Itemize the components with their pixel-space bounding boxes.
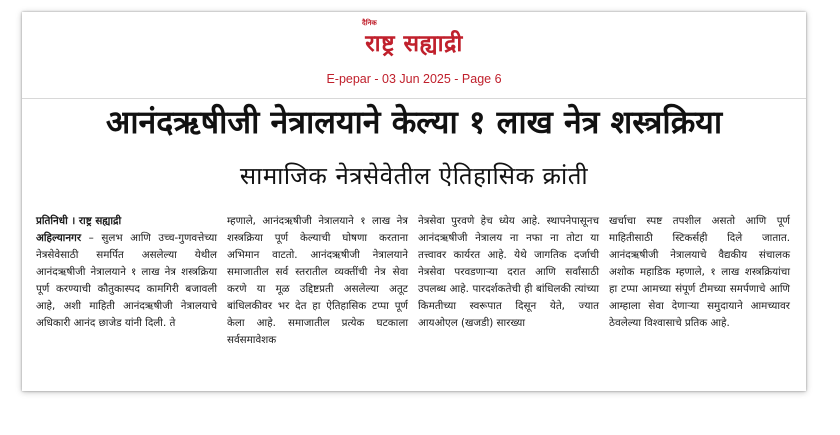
column-text: खर्चाचा स्पष्ट तपशील असतो आणि पूर्ण माहितीसाठी स्टिकर्सही दिले जातात. आनंदऋषीजी नेत्रालयाचे वैद्यकीय संचालक अशोक महाडिक म्हणाले, १ लाख शस्त्रक्रियांचा हा टप्पा आमच्या संपूर्ण टीमच्या समर्पणाचे आणि आम्हाला सेवा देणाऱ्या समुदायाने आमच्यावर ठेवलेल्या विश्वासाचे प्रतिक आहे. — [609, 215, 790, 329]
column-text: नेत्रसेवा पुरवणे हेच ध्येय आहे. स्थापनेपासूनच आनंदऋषीजी नेत्रालय ना नफा ना तोटा या तत्त्वावर कार्यरत आहे. येथे जागतिक दर्जाची नेत्रसेवा परवडणाऱ्या दरात आणि सर्वांसाठी उपलब्ध आहे. पारदर्शकतेची ही बांधिलकी त्यांच्या किमतीच्या स्वरूपात दिसून येते, ज्यात आयओएल (खजडी) सारख्या — [418, 215, 599, 329]
byline: प्रतिनिधी । राष्ट्र सह्याद्री — [36, 215, 122, 227]
newspaper-clipping — [22, 12, 806, 391]
article-column-3 — [418, 213, 599, 349]
headline: आनंदऋषीजी नेत्रालयाने केल्या १ लाख नेत्र शस्त्रक्रिया — [105, 103, 723, 141]
subheadline: सामाजिक नेत्रसेवेतील ऐतिहासिक क्रांती — [239, 162, 589, 190]
column-text: – सुलभ आणि उच्च-गुणवत्तेच्या नेत्रसेवेसाठी समर्पित असलेल्या येथील आनंदऋषीजी नेत्रालयाने १ लाख नेत्र शस्त्रक्रिया पूर्ण करण्याची कौतुकास्पद कामगिरी बजावली आहे, अशी माहिती आनंदऋषीजी नेत्रालयाचे अधिकारी आनंद छाजेड यांनी दिली. ते — [36, 232, 217, 329]
column-text: म्हणाले, आनंदऋषीजी नेत्रालयाने १ लाख नेत्र शस्त्रक्रिया पूर्ण केल्याची घोषणा करताना अभिमान वाटतो. आनंदऋषीजी नेत्रालयाने समाजातील सर्व स्तरातील व्यक्तींची नेत्र सेवा करणे या मूळ उद्दिष्टप्रती असलेल्या अतूट बांधिलकीवर भर देत हा ऐतिहासिक टप्पा पूर्ण केला आहे. समाजातील प्रत्येक घटकाला सर्वसमावेशक — [227, 215, 408, 346]
article-column-2 — [227, 213, 408, 349]
dateline: अहिल्यानगर — [36, 232, 82, 244]
divider — [22, 98, 806, 99]
article-body — [36, 213, 792, 349]
masthead-tagline: दैनिक — [362, 19, 377, 27]
article-column-1 — [36, 213, 217, 349]
masthead — [22, 19, 806, 58]
masthead-logo: राष्ट्र सह्याद्री — [365, 30, 463, 57]
edition-line: E-pepar - 03 Jun 2025 - Page 6 — [326, 72, 502, 86]
article-column-4 — [609, 213, 790, 349]
